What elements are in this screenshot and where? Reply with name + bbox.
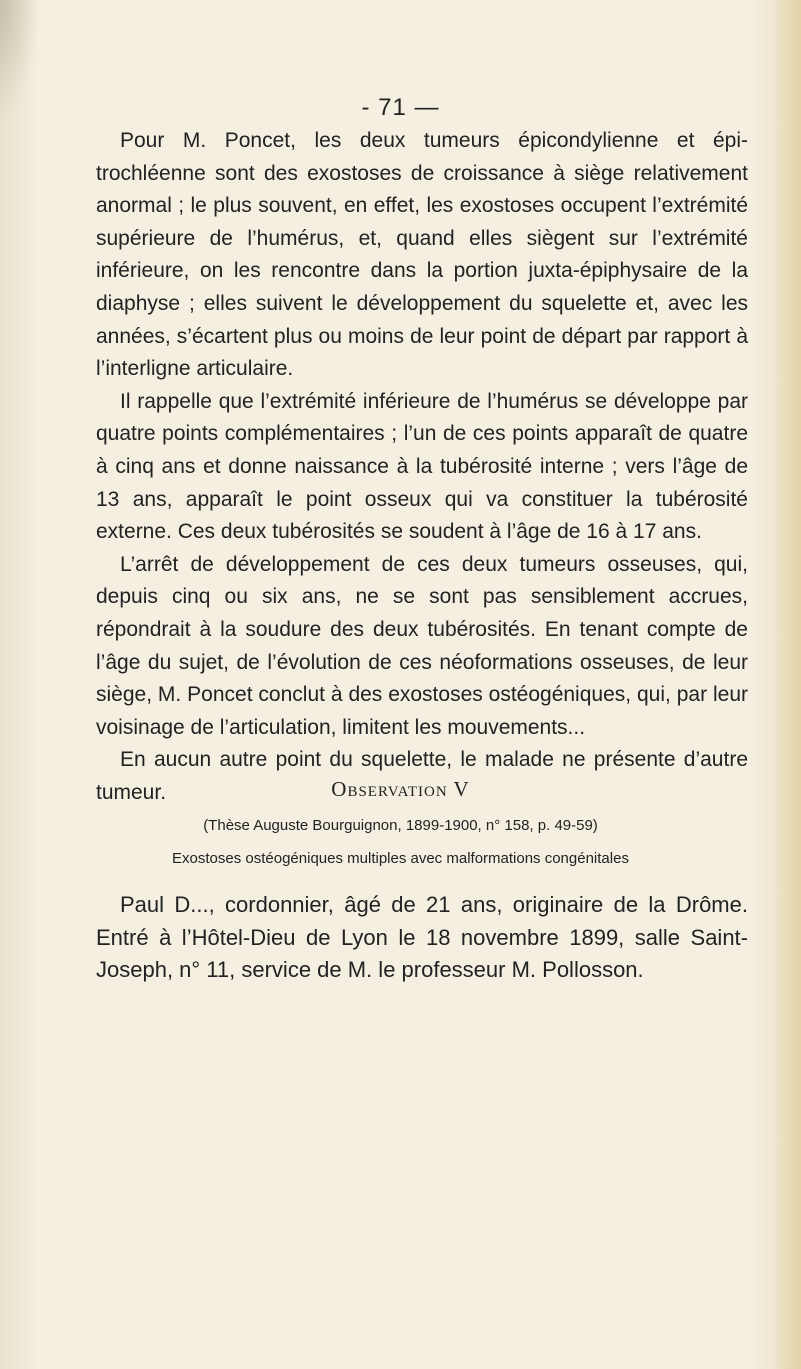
observation-paragraph: Paul D..., cordonnier, âgé de 21 ans, originaire de la Drôme. Entré à l’Hôtel-Dieu de Lyon le 18 novembre 1899, salle Saint-Joseph, n° 11, service de M. le professeur M. Pollosson. (96, 892, 748, 982)
body-paragraph-3: L’arrêt de développement de ces deux tumeurs osseuses, qui, depuis cinq ou six ans, ne se sont pas sensiblement accrues, répondrait à la soudure des deux tubérosités. En tenant compte de l’âge du sujet, de l’évolution de ces néoformations osseuses, de leur siège, M. Poncet conclut à des exostoses ostéogéniques, qui, par leur voisinage de l’articulation, limitent les mouvements... (96, 552, 748, 739)
body-text (96, 125, 748, 809)
observation-title: Observation V (331, 777, 470, 801)
observation-text (96, 889, 748, 987)
body-paragraph-2: Il rappelle que l’extrémité inférieure de l’humérus se développe par quatre points complémentaires ; l’un de ces points apparaît de quatre à cinq ans et donne naissance à la tubérosité interne ; vers l’âge de 13 ans, apparaît le point osseux qui va constituer la tubérosité externe. Ces deux tubérosités se soudent à l’âge de 16 à 17 ans. (96, 389, 748, 544)
body-paragraph-4: En aucun autre point du squelette, le malade ne présente d’autre tumeur. (96, 748, 748, 804)
observation-subtitle: Exostoses ostéogéniques multiples avec malformations congénitales (172, 850, 629, 867)
paper-edge-shadow (773, 0, 801, 1369)
observation-source: (Thèse Auguste Bourguignon, 1899-1900, n° 158, p. 49-59) (203, 817, 598, 834)
body-paragraph-1: Pour M. Poncet, les deux tumeurs épicondylienne et épi-trochléenne sont des exostoses de croissance à siège relativement anormal ; le plus souvent, en effet, les exostoses occupent l’extrémité supérieure de l’humérus, et, quand elles siègent sur l’extrémité inférieure, on les rencontre dans la portion juxta-épiphysaire de la diaphyse ; elles suivent le développement du squelette et, avec les années, s’écartent plus ou moins de leur point de départ par rapport à l’interligne articulaire. (96, 129, 748, 381)
page-number: - 71 — (361, 94, 440, 121)
